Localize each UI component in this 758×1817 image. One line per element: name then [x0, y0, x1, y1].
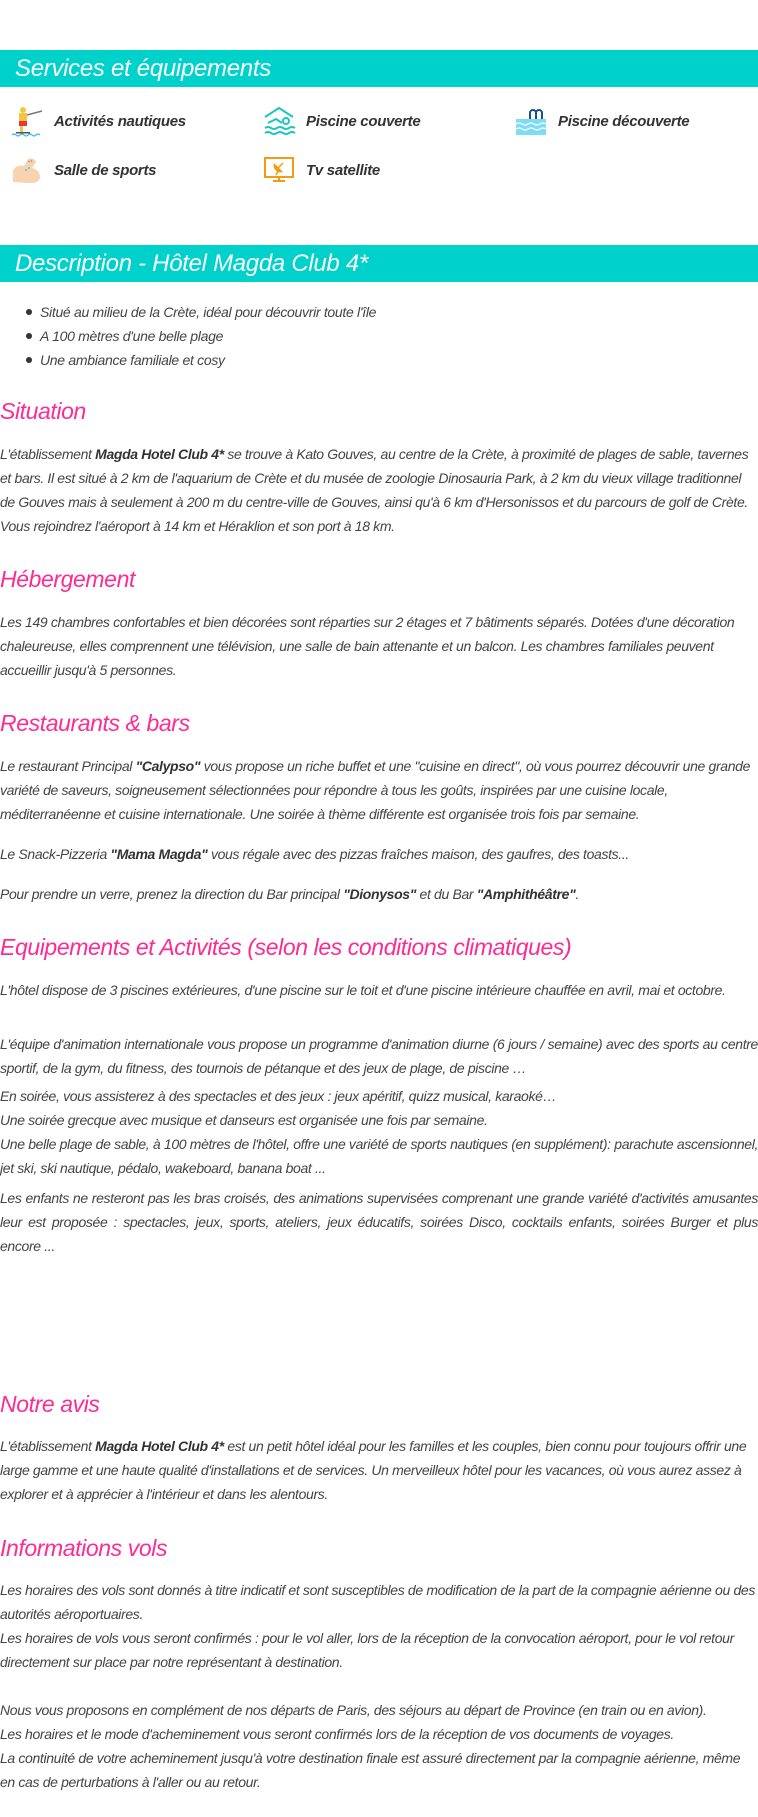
vols-continuity-text: La continuité de votre acheminement jusqu'à votre destination finale est assuré directement par la compagnie aérienne, même en cas de perturbations à l'aller ou au retour. — [0, 1750, 741, 1790]
section-heading-hebergement: Hébergement — [0, 566, 135, 592]
section-heading-restaurants: Restaurants & bars — [0, 710, 190, 736]
services-title: Services et équipements — [15, 55, 271, 82]
vols-documents-text: Les horaires et le mode d'acheminement vous seront confirmés lors de la réception de vos documents de voyages. — [0, 1726, 674, 1742]
vols-schedule-text: Les horaires des vols sont donnés à titre indicatif et sont susceptibles de modification de la part de la compagnie aérienne ou des autorités aéroportuaires. — [0, 1582, 755, 1622]
equipements-greek-night-text: Une soirée grecque avec musique et danseurs est organisée une fois par semaine. — [0, 1112, 488, 1128]
equipements-pools-text: L'hôtel dispose de 3 piscines extérieures, d'une piscine sur le toit et d'une piscine intérieure chauffée en avril, mai et octobre. — [0, 982, 726, 998]
service-label: Tv satellite — [306, 161, 380, 179]
highlights-list — [24, 300, 376, 372]
hebergement-text: Les 149 chambres confortables et bien décorées sont réparties sur 2 étages et 7 bâtiments séparés. Dotées d'une décoration chaleureuse, elles comprennent une télévision, une salle de bain attenante et un balcon. Les chambres familiales peuvent accueillir jusqu'à 5 personnes. — [0, 614, 735, 678]
service-label: Activités nautiques — [54, 112, 186, 130]
service-item-water-activities — [0, 105, 186, 137]
section-heading-vols: Informations vols — [0, 1535, 168, 1561]
hotel-name: Magda Hotel Club 4* — [95, 446, 224, 462]
snack-pizzeria-text: Le Snack-Pizzeria "Mama Magda" vous régale avec des pizzas fraîches maison, des gaufres, des toasts... — [0, 846, 629, 862]
bars-text: Pour prendre un verre, prenez la direction du Bar principal "Dionysos" et du Bar "Amphithéâtre". — [0, 886, 579, 902]
service-item-outdoor-pool — [504, 105, 689, 137]
service-label: Piscine découverte — [558, 112, 690, 130]
equipements-kids-text: Les enfants ne resteront pas les bras croisés, des animations supervisées comprenant une grande variété d'activités amusantes leur est proposée : spectacles, jeux, sports, ateliers, jeux éducatifs, soirées Disco, cocktails enfants, soirées Burger et plus encore ... — [0, 1190, 758, 1254]
service-item-gym — [0, 154, 156, 186]
situation-text: L'établissement Magda Hotel Club 4* se trouve à Kato Gouves, au centre de la Crète, à proximité de plages de sable, tavernes et bars. Il est situé à 2 km de l'aquarium de Crète et du musée de zoologie Dinosauria Park, à 2 km du vieux village traditionnel de Gouves mais à seulement à 200 m du centre-ville de Gouves, ainsi qu'à 6 km d'Hersonissos et du parcours de golf de Crète. Vous rejoindrez l'aéroport à 14 km et Héraklion et son port à 18 km. — [0, 446, 749, 534]
gym-muscle-icon — [10, 154, 44, 186]
section-heading-equipements: Equipements et Activités (selon les conditions climatiques) — [0, 934, 572, 960]
description-title: Description - Hôtel Magda Club 4* — [15, 250, 368, 277]
vols-province-text: Nous vous proposons en complément de nos départs de Paris, des séjours au départ de Province (en train ou en avion). — [0, 1702, 707, 1718]
section-heading-avis: Notre avis — [0, 1391, 100, 1417]
satellite-tv-icon — [262, 154, 296, 186]
indoor-pool-icon — [262, 105, 296, 137]
outdoor-pool-icon — [514, 105, 548, 137]
service-item-satellite-tv — [252, 154, 380, 186]
service-label: Piscine couverte — [306, 112, 421, 130]
avis-text: L'établissement Magda Hotel Club 4* est un petit hôtel idéal pour les familles et les couples, bien connu pour toujours offrir une large gamme et une haute qualité d'installations et de services. Un merveilleux hôtel pour les vacances, où vous aurez assez à explorer et à apprécier à l'intérieur et dans les alentours. — [0, 1438, 747, 1502]
description-header — [0, 245, 758, 282]
restaurant-calypso-text: Le restaurant Principal "Calypso" vous propose un riche buffet et une "cuisine en direct", où vous pourrez découvrir une grande variété de saveurs, soigneusement sélectionnées pour répondre à tous les goûts, inspirées par une cuisine locale, méditerranéenne et cuisine internationale. Une soirée à thème différente est organisée trois fois par semaine. — [0, 758, 751, 822]
list-item: Une ambiance familiale et cosy — [24, 348, 376, 372]
list-item: Situé au milieu de la Crète, idéal pour découvrir toute l'île — [24, 300, 376, 324]
service-item-indoor-pool — [252, 105, 420, 137]
services-header — [0, 50, 758, 87]
service-label: Salle de sports — [54, 161, 157, 179]
equipements-beach-text: Une belle plage de sable, à 100 mètres de l'hôtel, offre une variété de sports nautiques (en supplément): parachute ascensionnel, jet ski, ski nautique, pédalo, wakeboard, banana boat ... — [0, 1136, 758, 1176]
vols-confirmation-text: Les horaires de vols vous seront confirmés : pour le vol aller, lors de la réception de la convocation aéroport, pour le vol retour directement sur place par notre représentant à destination. — [0, 1630, 734, 1670]
equipements-evening-text: En soirée, vous assisterez à des spectacles et des jeux : jeux apéritif, quizz musical, karaoké… — [0, 1088, 557, 1104]
list-item: A 100 mètres d'une belle plage — [24, 324, 376, 348]
section-heading-situation: Situation — [0, 398, 86, 424]
waterski-icon — [10, 105, 44, 137]
equipements-animation-text: L'équipe d'animation internationale vous propose un programme d'animation diurne (6 jours / semaine) avec des sports au centre sportif, de la gym, du fitness, des tournois de pétanque et des jeux de plage, de piscine … — [0, 1036, 758, 1076]
